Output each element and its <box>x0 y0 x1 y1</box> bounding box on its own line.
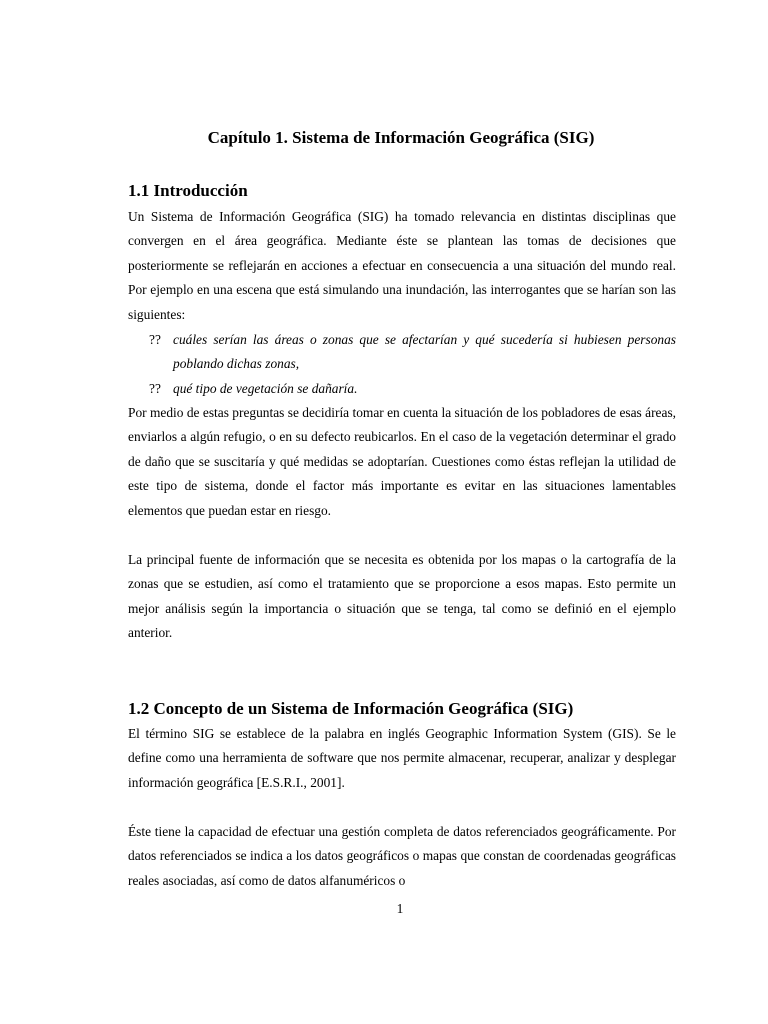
section-heading-concepto: 1.2 Concepto de un Sistema de Información Geográfica (SIG) <box>128 699 574 718</box>
bullet-text: cuáles serían las áreas o zonas que se afectarían y qué sucedería si hubiesen personas poblando dichas zonas, <box>173 332 676 372</box>
page-number: 1 <box>396 901 404 916</box>
body-paragraph: El término SIG se establece de la palabra en inglés Geographic Information System (GIS). Se le define como una herramienta de software que nos permite almacenar, recuperar, analizar y desplegar información geográfica [E.S.R.I., 2001]. <box>128 726 676 790</box>
intro-paragraph: Un Sistema de Información Geográfica (SIG) ha tomado relevancia en distintas disciplinas que convergen en el área geográfica. Mediante éste se plantean las tomas de decisiones que posteriormente se reflejarán en acciones a efectuar en consecuencia a una situación del mundo real. Por ejemplo en una escena que está simulando una inundación, las interrogantes que se harían son las siguientes: <box>128 209 676 322</box>
bullet-marker: ?? <box>149 381 161 396</box>
bullet-item <box>149 328 676 377</box>
bullet-text: qué tipo de vegetación se dañaría. <box>173 381 358 396</box>
body-paragraph: La principal fuente de información que se necesita es obtenida por los mapas o la cartografía de la zonas que se estudien, así como el tratamiento que se proporcione a esos mapas. Esto permite un mejor análisis según la importancia o situación que se tenga, tal como se definió en el ejemplo anterior. <box>128 552 676 641</box>
chapter-title: Capítulo 1. Sistema de Información Geográfica (SIG) <box>207 128 595 147</box>
section-heading-introduccion: 1.1 Introducción <box>128 181 248 200</box>
body-paragraph: Éste tiene la capacidad de efectuar una gestión completa de datos referenciados geográficamente. Por datos referenciados se indica a los datos geográficos o mapas que constan de coordenadas geográficas reales asociadas, así como de datos alfanuméricos o <box>128 824 676 888</box>
bullet-item <box>149 377 676 401</box>
bullet-marker: ?? <box>149 332 161 347</box>
body-paragraph: Por medio de estas preguntas se decidiría tomar en cuenta la situación de los pobladores de esas áreas, enviarlos a algún refugio, o en su defecto reubicarlos. En el caso de la vegetación determinar el grado de daño que se suscitaría y qué medidas se adoptarían. Cuestiones como éstas reflejan la utilidad de este tipo de sistema, donde el factor más importante es evitar en las situaciones lamentables elementos que puedan estar en riesgo. <box>128 405 676 518</box>
